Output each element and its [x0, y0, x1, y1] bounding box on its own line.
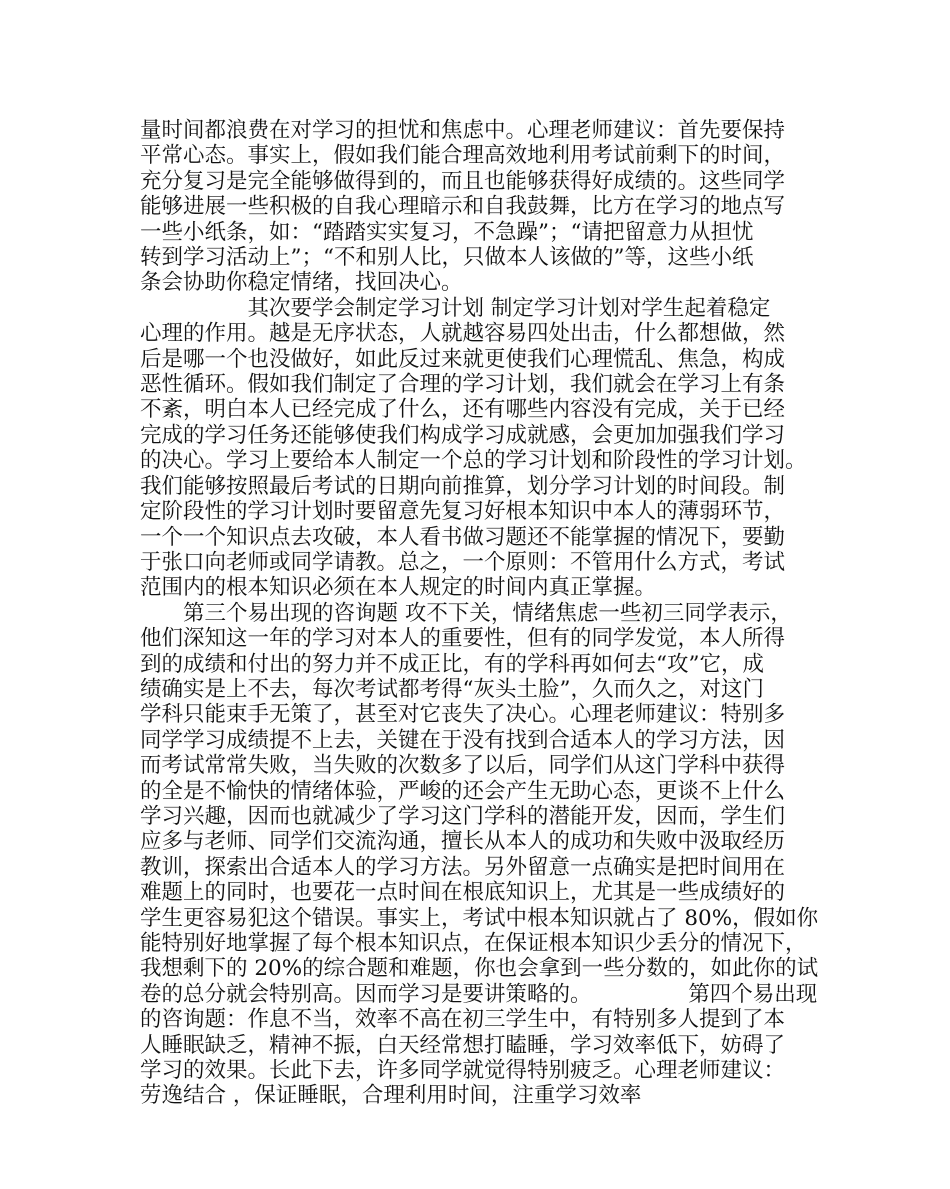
text-line: 学科只能束手无策了，甚至对它丧失了决心。心理老师建议：特别多: [140, 702, 786, 728]
text-line: 而考试常常失败，当失败的次数多了以后，同学们从这门学科中获得: [140, 753, 786, 779]
text-line: 同学学习成绩提不上去，关键在于没有找到合适本人的学习方法，因: [140, 727, 786, 753]
text-line: 的全是不愉快的情绪体验，严峻的还会产生无助心态，更谈不上什么: [140, 778, 786, 804]
text-line: 我想剩下的 20%的综合题和难题，你也会拿到一些分数的，如此你的试: [140, 956, 819, 982]
text-line: 量时间都浪费在对学习的担忧和焦虑中。心理老师建议：首先要保持: [140, 118, 786, 143]
text-line: 心理的作用。越是无序状态，人就越容易四处出击，什么都想做，然: [140, 321, 786, 347]
text-line: 范围内的根本知识必须在本人规定的时间内真正掌握。: [140, 575, 657, 601]
text-line: 卷的总分就会特别高。因而学习是要讲策略的。 第四个易出现: [140, 981, 818, 1007]
text-line: 应多与老师、同学们交流沟通，擅长从本人的成功和失败中汲取经历: [140, 829, 786, 855]
text-line: 的咨询题：作息不当，效率不高在初三学生中，有特别多人提到了本: [140, 1007, 786, 1033]
text-line: 其次要学会制定学习计划 制定学习计划对学生起着稳定: [140, 295, 771, 321]
text-line: 能特别好地掌握了每个根本知识点，在保证根本知识少丢分的情况下，: [140, 931, 807, 956]
text-line: 于张口向老师或同学请教。总之，一个原则：不管用什么方式，考试: [140, 549, 786, 575]
text-line: 条会协助你稳定情绪，找回决心。: [140, 270, 463, 296]
text-line: 一些小纸条，如：“踏踏实实复习，不急躁”；“请把留意力从担忧: [140, 219, 754, 245]
text-line: 一个一个知识点去攻破，本人看书做习题还不能掌握的情况下，要勤: [140, 524, 786, 550]
text-line: 难题上的同时，也要花一点时间在根底知识上，尤其是一些成绩好的: [140, 880, 786, 906]
text-line: 学习的效果。长此下去，许多同学就觉得特别疲乏。心理老师建议：: [140, 1058, 786, 1084]
text-line: 教训，探索出合适本人的学习方法。另外留意一点确实是把时间用在: [140, 854, 786, 880]
text-line: 的决心。学习上要给本人制定一个总的学习计划和阶段性的学习计划。: [140, 448, 807, 474]
document-body: [140, 118, 820, 1109]
text-line: 绩确实是上不去，每次考试都考得“灰头土脸”，久而久之，对这门: [140, 676, 764, 702]
text-line: 学习兴趣，因而也就减少了学习这门学科的潜能开发，因而，学生们: [140, 803, 786, 829]
text-line: 我们能够按照最后考试的日期向前推算，划分学习计划的时间段。制: [140, 473, 786, 499]
text-line: 第三个易出现的咨询题 攻不下关，情绪焦虑一些初三同学表示，: [140, 600, 792, 626]
text-line: 后是哪一个也没做好，如此反过来就更使我们心理慌乱、焦急，构成: [140, 346, 786, 372]
text-line: 到的成绩和付出的努力并不成正比，有的学科再如何去“攻”它，成: [140, 651, 764, 677]
text-line: 定阶段性的学习计划时要留意先复习好根本知识中本人的薄弱环节，: [140, 499, 786, 525]
text-line: 不紊，明白本人已经完成了什么，还有哪些内容没有完成，关于已经: [140, 397, 786, 423]
text-line: 完成的学习任务还能够使我们构成学习成就感，会更加加强我们学习: [140, 422, 786, 448]
text-line: 劳逸结合 ，保证睡眠，合理利用时间，注重学习效率: [140, 1083, 642, 1109]
text-line: 恶性循环。假如我们制定了合理的学习计划，我们就会在学习上有条: [140, 372, 786, 398]
text-line: 人睡眠缺乏，精神不振，白天经常想打瞌睡，学习效率低下，妨碍了: [140, 1032, 786, 1058]
text-line: 转到学习活动上”；“不和别人比，只做本人该做的”等，这些小纸: [140, 245, 754, 271]
text-line: 能够进展一些积极的自我心理暗示和自我鼓舞，比方在学习的地点写: [140, 194, 786, 220]
text-line: 充分复习是完全能够做得到的，而且也能够获得好成绩的。这些同学: [140, 168, 786, 194]
text-line: 平常心态。事实上，假如我们能合理高效地利用考试前剩下的时间，: [140, 143, 786, 169]
text-line: 学生更容易犯这个错误。事实上，考试中根本知识就占了 80%，假如你: [140, 905, 819, 931]
text-line: 他们深知这一年的学习对本人的重要性，但有的同学发觉，本人所得: [140, 626, 786, 652]
